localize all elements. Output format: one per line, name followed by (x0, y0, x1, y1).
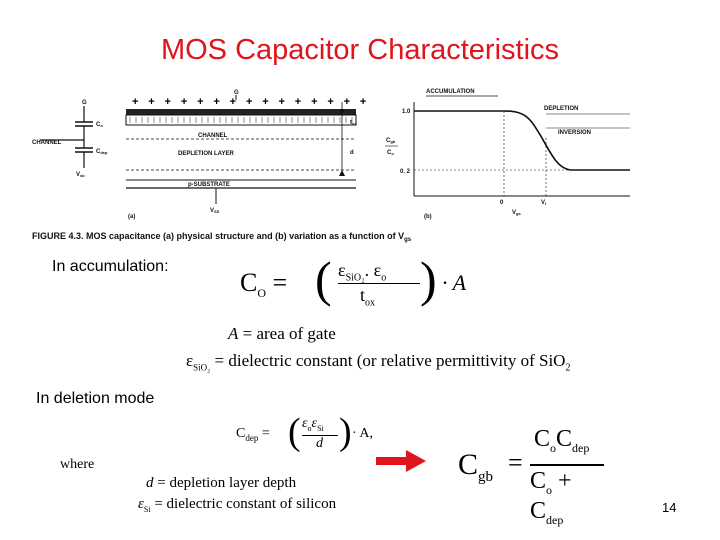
vss-label: VSS (210, 208, 220, 214)
depletion-layer-label: DEPLETION LAYER (178, 151, 234, 157)
channel-label: CHANNEL (198, 133, 228, 139)
accumulation-region-label: ACCUMULATION (426, 89, 475, 95)
y-tick-02: 0. 2 (400, 169, 411, 175)
x-tick-0: 0 (500, 200, 504, 206)
circuit-cdep-label: Cdep (96, 149, 108, 155)
tox-label: tox (350, 120, 357, 126)
d-label: d (350, 150, 354, 156)
page-number: 14 (662, 500, 677, 515)
where-label: where (60, 457, 95, 472)
x-tick-vt: Vt (541, 200, 547, 206)
mos-capacitance-figure (30, 82, 640, 248)
structure-g-label: G (234, 90, 239, 96)
accumulation-label: In accumulation: (52, 258, 169, 275)
gate-area-definition: A = area of gate (228, 324, 336, 343)
red-arrow-icon (376, 450, 428, 472)
y-tick-1: 1.0 (402, 109, 411, 115)
silicon-permittivity-definition: $\varepsilon_{Si}$ = dielectric constant of silicon (138, 496, 337, 514)
depletion-depth-definition: d = depletion layer depth (146, 475, 297, 491)
circuit-co-label: Co (96, 122, 103, 128)
inversion-region-label: INVERSION (558, 130, 592, 136)
physical-structure (126, 90, 370, 220)
y-axis-label-den: Co (387, 150, 394, 156)
depletion-capacitance-equation: $C_{dep}$ = ( $\varepsilon_o\varepsilon_{Si}$ d ) · A, (236, 411, 373, 453)
depletion-region-label: DEPLETION (544, 106, 579, 112)
cv-curve-panel (385, 89, 630, 220)
slide-title: MOS Capacitor Characteristics (160, 34, 560, 66)
equivalent-circuit (32, 100, 108, 178)
figure-caption: FIGURE 4.3. MOS capacitance (a) physical structure and (b) variation as a function of $V_{gs}$ (32, 231, 412, 243)
panel-b-label: (b) (424, 214, 432, 220)
accumulation-equation: $C_O$ = ( $\varepsilon_{SiO_2}$. $\varepsilon_o$ $t_{ox}$ ) · A (240, 251, 467, 309)
positive-charges: + + + + + + + + + + + + + + + (132, 96, 370, 108)
x-axis-label: Vgs (512, 210, 521, 216)
circuit-vsb-label: Vsb (76, 172, 85, 178)
circuit-channel-label: CHANNEL (32, 140, 62, 146)
circuit-g-label: G (82, 100, 87, 106)
panel-a-label: (a) (128, 214, 136, 220)
cgb-equation: $C_{gb}$ = $C_oC_{dep}$ $C_o + C_{dep}$ (458, 424, 608, 508)
sio2-permittivity-definition: $\varepsilon_{SiO_2}$ = dielectric constant (or relative permittivity of SiO$_2$ (186, 351, 571, 374)
y-axis-label-num: Cgb (386, 138, 396, 144)
substrate-label: p-SUBSTRATE (188, 182, 230, 188)
depletion-label: In deletion mode (36, 390, 155, 407)
